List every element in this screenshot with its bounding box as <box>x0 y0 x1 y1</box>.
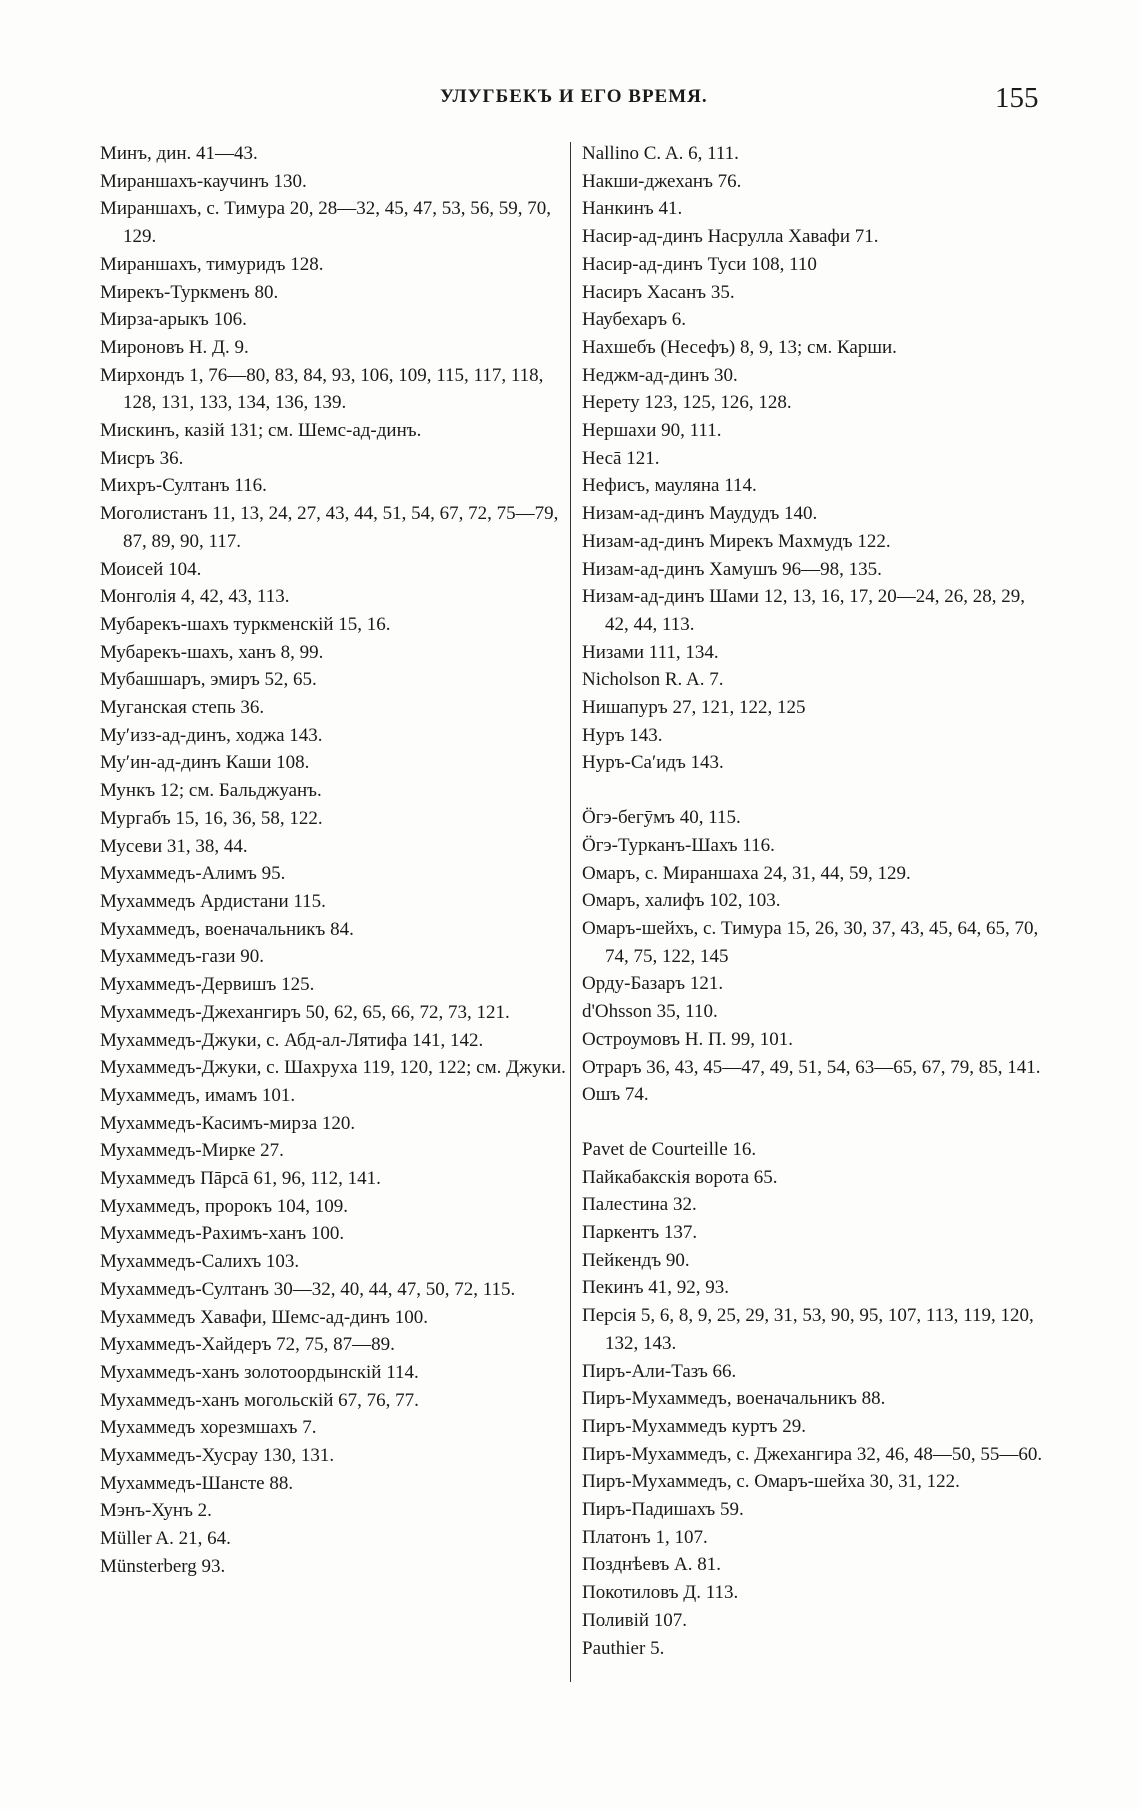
index-entry: Мухаммедъ-Джуки, с. Абд-ал-Лятифа 141, 142. <box>100 1029 484 1051</box>
index-entry: Пиръ-Мухаммедъ, с. Джехангира 32, 46, 48—50, 55—60. <box>582 1443 1043 1465</box>
index-entry: Мухаммедъ, военачальникъ 84. <box>100 918 354 940</box>
index-entry: Мисръ 36. <box>100 447 184 469</box>
index-entry: Мухаммедъ-Джехангиръ 50, 62, 65, 66, 72, 73, 121. <box>100 1001 510 1023</box>
index-entry: Пейкендъ 90. <box>582 1249 690 1271</box>
index-entry: Омаръ, халифъ 102, 103. <box>582 890 781 912</box>
index-entry: Нуръ-Саʹидъ 143. <box>582 752 724 774</box>
index-entry: Pavet de Courteille 16. <box>582 1138 757 1160</box>
index-entry: Покотиловъ Д. 113. <box>582 1582 739 1604</box>
index-entry: Паркентъ 137. <box>582 1222 698 1244</box>
index-entry: Насир-ад-динъ Туси 108, 110 <box>582 253 817 275</box>
index-entry: Мухаммедъ-ханъ золотоордынскій 114. <box>100 1361 419 1383</box>
index-entry: Несā 121. <box>582 447 660 469</box>
index-entry: Мухаммедъ Ардистани 115. <box>100 890 326 912</box>
index-entry: Пайкабакскія ворота 65. <box>582 1166 778 1188</box>
index-entry: Монголія 4, 42, 43, 113. <box>100 586 290 608</box>
index-entry: Нишапуръ 27, 121, 122, 125 <box>582 697 806 719</box>
index-entry: Мироновъ Н. Д. 9. <box>100 336 249 358</box>
index-entry: Мубарекъ-шахъ, ханъ 8, 99. <box>100 641 324 663</box>
index-entry: Мургабъ 15, 16, 36, 58, 122. <box>100 807 323 829</box>
index-entry: Müller A. 21, 64. <box>100 1528 231 1550</box>
index-entry: Ӧгэ-бегӯмъ 40, 115. <box>582 807 741 829</box>
index-entry: Мухаммедъ-Хусрау 130, 131. <box>100 1445 335 1467</box>
index-entry: Низам-ад-динъ Хамушъ 96—98, 135. <box>582 558 882 580</box>
index-entry: Поливій 107. <box>582 1609 688 1631</box>
index-entry: Низам-ад-динъ Шами 12, 13, 16, 17, 20—24, 26, 28, 29, 42, 44, 113. <box>582 586 1025 635</box>
index-entry: Пиръ-Али-Тазъ 66. <box>582 1360 737 1382</box>
index-entry: Остроумовъ Н. П. 99, 101. <box>582 1028 794 1050</box>
index-entry: Моголистанъ 11, 13, 24, 27, 43, 44, 51, 54, 67, 72, 75—79, 87, 89, 90, 117. <box>100 503 559 552</box>
index-entry: Мухаммедъ, пророкъ 104, 109. <box>100 1195 349 1217</box>
index-entry: Палестина 32. <box>582 1194 697 1216</box>
letter-group-gap <box>582 1109 1052 1136</box>
index-entry: Мухаммедъ-Рахимъ-ханъ 100. <box>100 1223 345 1245</box>
index-entry: Мираншахъ, с. Тимура 20, 28—32, 45, 47, 53, 56, 59, 70, 129. <box>100 198 552 248</box>
index-entry: Орду-Базаръ 121. <box>582 973 724 995</box>
index-entry: Пиръ-Мухаммедъ, с. Омаръ-шейха 30, 31, 122. <box>582 1471 960 1493</box>
index-entry: Наубехаръ 6. <box>582 309 687 331</box>
index-column-right <box>582 140 1052 1662</box>
index-entry: Мухаммедъ-Салихъ 103. <box>100 1251 300 1273</box>
index-entry: Мухаммедъ Пāрсā 61, 96, 112, 141. <box>100 1168 381 1190</box>
index-entry: Мухаммедъ-ханъ могольскій 67, 76, 77. <box>100 1389 419 1411</box>
index-entry: Мункъ 12; см. Бальджуанъ. <box>100 780 322 802</box>
index-entry: Мираншахъ, тимуридъ 128. <box>100 253 324 275</box>
index-entry: Низам-ад-динъ Маудудъ 140. <box>582 503 818 525</box>
index-entry: Ӧгэ-Турканъ-Шахъ 116. <box>582 834 775 856</box>
index-entry: Мухаммедъ-Дервишъ 125. <box>100 974 315 996</box>
index-entry: Pauthier 5. <box>582 1637 665 1659</box>
index-entry: Мухаммедъ Хавафи, Шемс-ад-динъ 100. <box>100 1306 429 1328</box>
index-entry: Пиръ-Мухаммедъ, военачальникъ 88. <box>582 1388 886 1410</box>
index-entry: Nallino C. A. 6, 111. <box>582 143 739 164</box>
index-entry: Нерету 123, 125, 126, 128. <box>582 392 792 414</box>
index-entry: Муганская степь 36. <box>100 697 265 719</box>
index-entry: Мухаммедъ-Алимъ 95. <box>100 863 286 885</box>
index-entry: Nicholson R. A. 7. <box>582 669 724 691</box>
letter-group-gap <box>582 777 1052 804</box>
index-entry: Мирекъ-Туркменъ 80. <box>100 281 279 303</box>
index-entry: Минъ, дин. 41—43. <box>100 143 258 164</box>
index-entry: Мирхондъ 1, 76—80, 83, 84, 93, 106, 109, 115, 117, 118, 128, 131, 133, 134, 136, 139. <box>100 364 544 414</box>
index-entry: Мухаммедъ-Мирке 27. <box>100 1140 284 1162</box>
index-entry: Нершахи 90, 111. <box>582 420 722 442</box>
index-entry: d'Ohsson 35, 110. <box>582 1001 718 1023</box>
index-entry: Пиръ-Падишахъ 59. <box>582 1499 744 1521</box>
index-entry: Персія 5, 6, 8, 9, 25, 29, 31, 53, 90, 95, 107, 113, 119, 120, 132, 143. <box>582 1305 1034 1354</box>
index-entry: Отраръ 36, 43, 45—47, 49, 51, 54, 63—65, 67, 79, 85, 141. <box>582 1056 1041 1078</box>
running-title: УЛУГБЕКЪ И ЕГО ВРЕМЯ. <box>440 86 708 107</box>
index-entry: Мухаммедъ-Султанъ 30—32, 40, 44, 47, 50, 72, 115. <box>100 1278 516 1300</box>
index-entry: Пиръ-Мухаммедъ куртъ 29. <box>582 1415 806 1437</box>
index-entry: Насир-ад-динъ Насрулла Хавафи 71. <box>582 226 879 248</box>
index-entry: Мухаммедъ-Шансте 88. <box>100 1472 294 1494</box>
index-entry: Муʹизз-ад-динъ, ходжа 143. <box>100 724 323 746</box>
index-entry: Нахшебъ (Несефъ) 8, 9, 13; см. Карши. <box>582 336 897 358</box>
index-entry: Нефисъ, мауляна 114. <box>582 475 757 497</box>
index-entry: Ошъ 74. <box>582 1084 649 1106</box>
index-entry: Насиръ Хасанъ 35. <box>582 281 735 303</box>
index-entry: Муʹин-ад-динъ Каши 108. <box>100 752 310 774</box>
index-entry: Накши-джеханъ 76. <box>582 170 742 192</box>
index-entry: Мискинъ, казій 131; см. Шемс-ад-динъ. <box>100 420 422 442</box>
index-entry: Мусеви 31, 38, 44. <box>100 835 248 857</box>
index-entry: Омаръ, с. Мираншаха 24, 31, 44, 59, 129. <box>582 862 911 884</box>
index-entry: Мираншахъ-каучинъ 130. <box>100 170 307 192</box>
index-column-left <box>100 140 568 1581</box>
index-entry: Мухаммедъ, имамъ 101. <box>100 1084 296 1106</box>
index-entry: Омаръ-шейхъ, с. Тимура 15, 26, 30, 37, 43, 45, 64, 65, 70, 74, 75, 122, 145 <box>582 917 1039 967</box>
running-head <box>0 82 1140 112</box>
index-entry: Михръ-Султанъ 116. <box>100 475 267 497</box>
index-entry: Мухаммедъ-гази 90. <box>100 946 265 968</box>
index-entry: Платонъ 1, 107. <box>582 1526 708 1548</box>
index-entry: Низами 111, 134. <box>582 641 719 663</box>
column-divider <box>570 142 571 1682</box>
page-number: 155 <box>995 82 1039 114</box>
index-entry: Неджм-ад-динъ 30. <box>582 364 738 386</box>
index-entry: Мухаммедъ-Джуки, с. Шахруха 119, 120, 122; см. Джуки. <box>100 1057 566 1079</box>
index-entry: Нуръ 143. <box>582 724 663 746</box>
index-entry: Нанкинъ 41. <box>582 198 683 220</box>
index-entry: Münsterberg 93. <box>100 1555 226 1577</box>
index-entry: Пекинъ 41, 92, 93. <box>582 1277 730 1299</box>
index-entry: Мухаммедъ-Хайдеръ 72, 75, 87—89. <box>100 1334 395 1356</box>
index-entry: Мухаммедъ-Касимъ-мирза 120. <box>100 1112 356 1134</box>
index-entry: Моисей 104. <box>100 558 202 580</box>
index-entry: Мубашшаръ, эмиръ 52, 65. <box>100 669 317 691</box>
index-entry: Мэнъ-Хунъ 2. <box>100 1500 212 1522</box>
index-entry: Позднѣевъ А. 81. <box>582 1554 722 1576</box>
index-entry: Мирза-арыкъ 106. <box>100 309 247 331</box>
index-entry: Мухаммедъ хорезмшахъ 7. <box>100 1417 317 1439</box>
index-entry: Мубарекъ-шахъ туркменскій 15, 16. <box>100 613 391 635</box>
index-entry: Низам-ад-динъ Мирекъ Махмудъ 122. <box>582 530 891 552</box>
